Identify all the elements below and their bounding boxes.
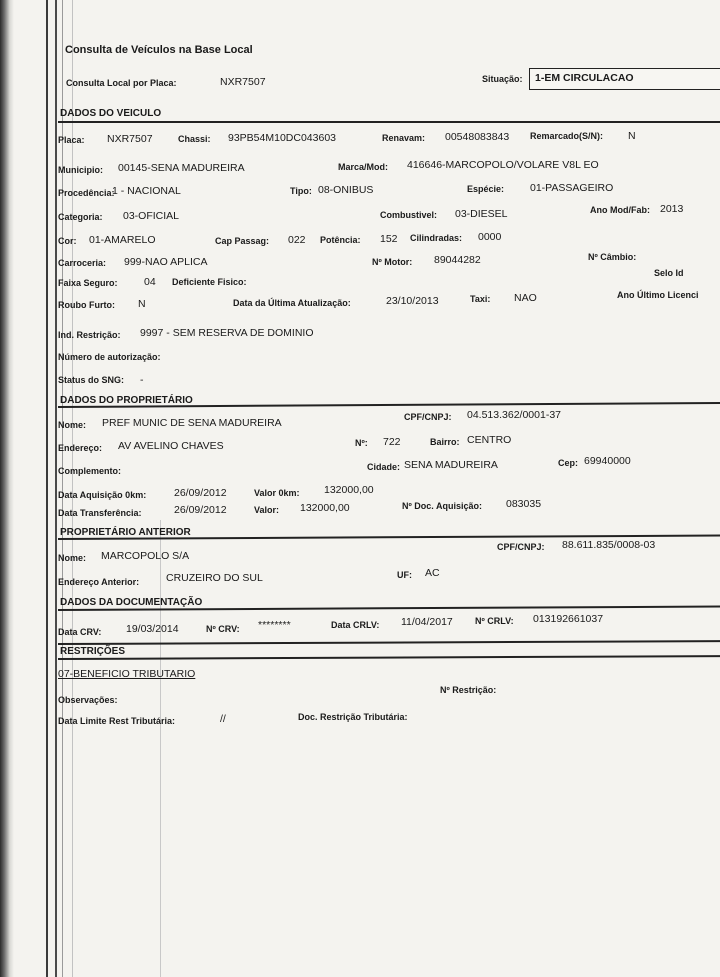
owner-bairro-value: CENTRO xyxy=(467,434,512,446)
atualizacao-value: 23/10/2013 xyxy=(386,295,439,307)
crlv-date-value: 11/04/2017 xyxy=(401,616,453,628)
especie-label: Espécie: xyxy=(467,184,505,194)
scan-line xyxy=(62,0,63,977)
section-divider xyxy=(58,121,720,123)
owner-bairro-label: Bairro: xyxy=(430,437,460,447)
roubo-furto-label: Roubo Furto: xyxy=(58,300,115,310)
section-divider xyxy=(58,655,720,659)
owner-nome-label: Nome: xyxy=(58,420,87,430)
cilindradas-value: 0000 xyxy=(478,231,502,243)
restricao-label: Ind. Restrição: xyxy=(58,330,121,340)
faixa-seguro-value: 04 xyxy=(144,276,156,288)
observacoes-label: Observações: xyxy=(58,695,118,705)
atualizacao-label: Data da Última Atualização: xyxy=(233,298,351,308)
prev-owner-uf-value: AC xyxy=(425,567,440,579)
vehicle-section-heading: DADOS DO VEICULO xyxy=(60,108,162,119)
crv-number-label: Nº CRV: xyxy=(206,624,240,634)
marca-label: Marca/Mod: xyxy=(338,162,389,172)
sng-label: Status do SNG: xyxy=(58,375,125,385)
motor-value: 89044282 xyxy=(434,254,481,266)
page-title: Consulta de Veículos na Base Local xyxy=(65,44,253,56)
ano-licenc-label: Ano Último Licenci xyxy=(617,290,699,300)
owner-cep-value: 69940000 xyxy=(584,455,631,467)
owner-valor0-value: 132000,00 xyxy=(324,484,374,496)
owner-docaq-label: Nº Doc. Aquisição: xyxy=(402,501,482,511)
motor-label: Nº Motor: xyxy=(372,257,413,267)
ano-label: Ano Mod/Fab: xyxy=(590,205,650,215)
crv-date-label: Data CRV: xyxy=(58,627,102,637)
scan-line xyxy=(55,0,57,977)
categoria-value: 03-OFICIAL xyxy=(123,210,180,222)
municipio-label: Municipio: xyxy=(58,165,103,175)
scan-edge-shadow xyxy=(0,0,14,977)
autorizacao-label: Número de autorização: xyxy=(58,352,161,362)
crlv-number-label: Nº CRLV: xyxy=(475,616,514,626)
scan-line xyxy=(160,520,161,977)
restrictions-section-heading: RESTRIÇÕES xyxy=(60,646,126,657)
owner-transferencia-value: 26/09/2012 xyxy=(174,504,227,516)
owner-valor-value: 132000,00 xyxy=(300,502,350,514)
chassi-value: 93PB54M10DC043603 xyxy=(228,132,336,144)
owner-valor-label: Valor: xyxy=(254,505,280,515)
doc-restricao-label: Doc. Restrição Tributária: xyxy=(298,712,408,722)
tipo-label: Tipo: xyxy=(290,186,312,196)
selo-label: Selo Id xyxy=(654,268,684,278)
taxi-value: NAO xyxy=(514,292,537,304)
remarcado-label: Remarcado(S/N): xyxy=(530,131,604,141)
sng-value: - xyxy=(140,374,144,386)
owner-endereco-value: AV AVELINO CHAVES xyxy=(118,440,224,452)
potencia-value: 152 xyxy=(380,233,398,245)
owner-transferencia-label: Data Transferência: xyxy=(58,508,142,518)
cor-value: 01-AMARELO xyxy=(89,234,156,246)
scan-line xyxy=(46,0,48,977)
data-limite-label: Data Limite Rest Tributária: xyxy=(58,716,176,726)
prev-owner-nome-value: MARCOPOLO S/A xyxy=(101,550,190,562)
owner-num-label: Nº: xyxy=(355,438,368,448)
owner-docaq-value: 083035 xyxy=(506,498,542,510)
cilindradas-label: Cilindradas: xyxy=(410,233,463,243)
carroceria-label: Carroceria: xyxy=(58,258,107,268)
prev-owner-nome-label: Nome: xyxy=(58,553,87,563)
restriction-number-label: Nº Restrição: xyxy=(440,685,497,695)
procedencia-label: Procedência: xyxy=(58,188,115,198)
owner-cep-label: Cep: xyxy=(558,458,578,468)
cap-passag-label: Cap Passag: xyxy=(215,236,270,246)
crv-date-value: 19/03/2014 xyxy=(126,623,179,635)
prev-owner-endereco-value: CRUZEIRO DO SUL xyxy=(166,572,263,584)
placa-query-label: Consulta Local por Placa: xyxy=(66,78,177,88)
placa-label: Placa: xyxy=(58,135,85,145)
tipo-value: 08-ONIBUS xyxy=(318,184,374,196)
owner-cpf-label: CPF/CNPJ: xyxy=(404,412,452,422)
municipio-value: 00145-SENA MADUREIRA xyxy=(118,162,245,174)
documentation-section-heading: DADOS DA DOCUMENTAÇÃO xyxy=(60,597,203,608)
owner-endereco-label: Endereço: xyxy=(58,443,103,453)
especie-value: 01-PASSAGEIRO xyxy=(530,182,614,194)
owner-cidade-label: Cidade: xyxy=(367,462,401,472)
potencia-label: Potência: xyxy=(320,235,361,245)
categoria-label: Categoria: xyxy=(58,212,103,222)
owner-num-value: 722 xyxy=(383,436,401,448)
remarcado-value: N xyxy=(628,130,636,142)
roubo-furto-value: N xyxy=(138,298,146,310)
section-divider xyxy=(58,640,720,644)
chassi-label: Chassi: xyxy=(178,134,211,144)
cambio-label: Nº Câmbio: xyxy=(588,252,637,262)
combustivel-value: 03-DIESEL xyxy=(455,208,508,220)
owner-valor0-label: Valor 0km: xyxy=(254,488,300,498)
crlv-number-value: 013192661037 xyxy=(533,613,604,625)
scan-line xyxy=(72,0,73,977)
prev-owner-uf-label: UF: xyxy=(397,570,412,580)
cor-label: Cor: xyxy=(58,236,77,246)
owner-cidade-value: SENA MADUREIRA xyxy=(404,459,498,471)
owner-section-heading: DADOS DO PROPRIETÁRIO xyxy=(60,395,193,406)
restriction-item: 07-BENEFICIO TRIBUTARIO xyxy=(58,668,196,680)
situacao-value: 1-EM CIRCULACAO xyxy=(535,72,634,84)
faixa-seguro-label: Faixa Seguro: xyxy=(58,278,118,288)
carroceria-value: 999-NAO APLICA xyxy=(124,256,208,268)
prev-owner-endereco-label: Endereço Anterior: xyxy=(58,577,140,587)
procedencia-value: 1 - NACIONAL xyxy=(112,185,181,197)
owner-aquisicao-value: 26/09/2012 xyxy=(174,487,227,499)
owner-complemento-label: Complemento: xyxy=(58,466,121,476)
renavam-value: 00548083843 xyxy=(445,131,510,143)
combustivel-label: Combustivel: xyxy=(380,210,438,220)
owner-aquisicao-label: Data Aquisição 0km: xyxy=(58,490,147,500)
crlv-date-label: Data CRLV: xyxy=(331,620,380,630)
data-limite-value: // xyxy=(220,713,226,725)
prev-owner-cpf-label: CPF/CNPJ: xyxy=(497,542,545,552)
crv-number-value: ******** xyxy=(258,619,291,631)
taxi-label: Taxi: xyxy=(470,294,491,304)
marca-value: 416646-MARCOPOLO/VOLARE V8L EO xyxy=(407,159,599,171)
ano-value: 2013 xyxy=(660,203,684,215)
situacao-label: Situação: xyxy=(482,74,523,84)
placa-query-value: NXR7507 xyxy=(220,76,266,88)
owner-nome-value: PREF MUNIC DE SENA MADUREIRA xyxy=(102,417,282,429)
renavam-label: Renavam: xyxy=(382,133,426,143)
deficiente-label: Deficiente Fisico: xyxy=(172,277,247,287)
prev-owner-cpf-value: 88.611.835/0008-03 xyxy=(562,539,656,551)
cap-passag-value: 022 xyxy=(288,234,306,246)
owner-cpf-value: 04.513.362/0001-37 xyxy=(467,409,562,421)
restricao-value: 9997 - SEM RESERVA DE DOMINIO xyxy=(140,327,314,339)
prev-owner-section-heading: PROPRIETÁRIO ANTERIOR xyxy=(60,527,191,538)
placa-value: NXR7507 xyxy=(107,133,153,145)
